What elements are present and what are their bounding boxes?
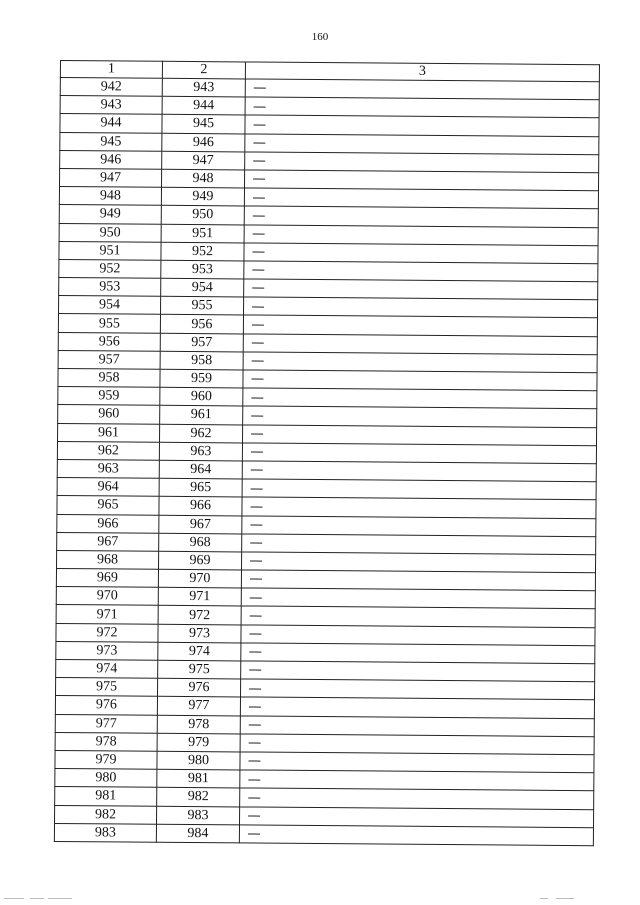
table-cell-col-2: 953: [161, 260, 244, 279]
dash-mark: [249, 670, 261, 671]
table-cell-col-1: 958: [58, 368, 160, 387]
table-cell-col-1: 980: [55, 769, 157, 788]
dash-mark: [249, 706, 261, 707]
table-cell-col-1: 967: [57, 532, 159, 551]
table-cell-col-1: 949: [59, 205, 161, 224]
table-cell-col-1: 978: [55, 732, 157, 751]
dash-mark: [250, 579, 262, 580]
table-cell-col-1: 948: [59, 187, 161, 206]
table-cell-col-1: 943: [60, 96, 162, 115]
table-cell-col-2: 947: [162, 151, 245, 170]
table-cell-col-1: 961: [58, 423, 160, 442]
table-cell-col-1: 979: [55, 750, 157, 769]
dash-mark: [249, 652, 261, 653]
dash-mark: [249, 634, 261, 635]
dash-mark: [250, 524, 262, 525]
table-cell-col-2: 952: [161, 242, 244, 261]
table-cell-col-2: 967: [159, 515, 242, 534]
dash-mark: [249, 743, 261, 744]
table-cell-col-1: 965: [57, 496, 159, 515]
table-cell-col-2: 957: [160, 333, 243, 352]
dash-mark: [253, 161, 265, 162]
dash-mark: [250, 543, 262, 544]
table-cell-col-2: 973: [158, 624, 241, 643]
table-container: [54, 60, 600, 846]
table-cell-col-1: 962: [57, 441, 159, 460]
table-cell-col-2: 955: [161, 297, 244, 316]
table-cell-col-1: 960: [58, 405, 160, 424]
dash-mark: [249, 688, 261, 689]
dash-mark: [253, 124, 265, 125]
dash-mark: [251, 452, 263, 453]
dash-mark: [249, 724, 261, 725]
column-header-3: 3: [245, 62, 599, 82]
table-cell-col-2: 978: [157, 715, 240, 734]
table-cell-col-1: 970: [56, 587, 158, 606]
dash-mark: [252, 343, 264, 344]
table-cell-col-2: 971: [158, 588, 241, 607]
table-cell-col-2: 948: [162, 169, 245, 188]
dash-mark: [252, 288, 264, 289]
column-header-1: 1: [60, 61, 162, 79]
table-cell-col-2: 962: [160, 424, 243, 443]
dash-mark: [253, 142, 265, 143]
table-cell-col-1: 968: [57, 550, 159, 569]
table-cell-col-1: 959: [58, 387, 160, 406]
table-cell-col-2: 976: [158, 678, 241, 697]
table-cell-col-2: 963: [159, 442, 242, 461]
table-cell-col-1: 947: [60, 168, 162, 187]
table-cell-col-1: 950: [59, 223, 161, 242]
table-cell-col-2: 956: [160, 315, 243, 334]
dash-mark: [251, 415, 263, 416]
table-cell-col-1: 955: [58, 314, 160, 333]
table-cell-col-2: 982: [157, 788, 240, 807]
table-cell-col-1: 976: [55, 696, 157, 715]
table-cell-col-2: 946: [162, 133, 245, 152]
table-cell-col-1: 956: [58, 332, 160, 351]
table-cell-col-1: 971: [56, 605, 158, 624]
dash-mark: [251, 488, 263, 489]
dash-mark: [248, 815, 260, 816]
table-cell-col-1: 972: [56, 623, 158, 642]
table-cell-col-2: 965: [159, 478, 242, 497]
table-cell-col-2: 961: [160, 406, 243, 425]
table-row: [54, 823, 593, 845]
table-cell-col-2: 972: [158, 606, 241, 625]
dash-mark: [252, 252, 264, 253]
table-cell-col-1: 946: [60, 150, 162, 169]
dash-mark: [250, 615, 262, 616]
table-cell-col-2: 974: [158, 642, 241, 661]
table-cell-col-2: 979: [157, 733, 240, 752]
table-body: [54, 78, 599, 846]
dash-mark: [252, 361, 264, 362]
page-number: 160: [311, 31, 329, 43]
table-cell-col-2: 966: [159, 497, 242, 516]
table-cell-col-2: 980: [157, 751, 240, 770]
dash-mark: [251, 379, 263, 380]
table-cell-col-1: 974: [56, 659, 158, 678]
dash-mark: [248, 761, 260, 762]
dash-mark: [248, 797, 260, 798]
table-cell-col-1: 952: [59, 259, 161, 278]
table-cell-col-2: 950: [161, 206, 244, 225]
data-table: [54, 60, 600, 846]
table-cell-col-2: 944: [162, 96, 245, 115]
table-cell-col-1: 957: [58, 350, 160, 369]
dash-mark: [253, 215, 265, 216]
table-cell-col-2: 951: [161, 224, 244, 243]
table-cell-col-1: 945: [60, 132, 162, 151]
dash-mark: [252, 324, 264, 325]
dash-mark: [250, 561, 262, 562]
table-cell-col-1: 977: [55, 714, 157, 733]
table-cell-col-1: 966: [57, 514, 159, 533]
table-cell-col-1: 982: [55, 805, 157, 824]
table-cell-col-1: 953: [59, 278, 161, 297]
table-cell-col-1: 969: [56, 569, 158, 588]
dash-mark: [252, 270, 264, 271]
table-cell-col-2: 945: [162, 115, 245, 134]
table-cell-col-2: 983: [157, 806, 240, 825]
dash-mark: [248, 779, 260, 780]
table-cell-col-2: 984: [156, 824, 239, 843]
dash-mark: [252, 306, 264, 307]
dash-mark: [248, 834, 260, 835]
dash-mark: [253, 233, 265, 234]
table-cell-col-1: 964: [57, 478, 159, 497]
table-cell-col-2: 949: [161, 187, 244, 206]
table-cell-col-1: 954: [59, 296, 161, 315]
table-cell-col-1: 973: [56, 641, 158, 660]
dash-mark: [251, 397, 263, 398]
table-cell-col-2: 969: [159, 551, 242, 570]
footer-scan-marks: [0, 898, 640, 902]
table-cell-col-2: 943: [162, 78, 245, 97]
table-cell-col-2: 981: [157, 769, 240, 788]
table-cell-col-1: 975: [56, 678, 158, 697]
table-cell-col-2: 964: [159, 460, 242, 479]
table-cell-col-1: 951: [59, 241, 161, 260]
table-cell-col-1: 942: [60, 78, 162, 97]
table-cell-col-1: 981: [55, 787, 157, 806]
dash-mark: [253, 179, 265, 180]
table-cell-col-2: 960: [160, 387, 243, 406]
column-header-2: 2: [162, 61, 245, 79]
table-cell-col-2: 968: [159, 533, 242, 552]
table-cell-col-1: 963: [57, 459, 159, 478]
table-cell-col-2: 975: [158, 660, 241, 679]
table-cell-col-2: 959: [160, 369, 243, 388]
dash-mark: [250, 597, 262, 598]
dash-mark: [254, 88, 266, 89]
dash-mark: [253, 197, 265, 198]
table-cell-col-1: 983: [54, 823, 156, 842]
table-cell-col-3: [239, 825, 593, 846]
table-cell-col-1: 944: [60, 114, 162, 133]
dash-mark: [251, 433, 263, 434]
dash-mark: [251, 470, 263, 471]
table-cell-col-2: 954: [161, 278, 244, 297]
table-cell-col-2: 970: [158, 569, 241, 588]
table-cell-col-2: 958: [160, 351, 243, 370]
dash-mark: [254, 106, 266, 107]
table-cell-col-2: 977: [157, 697, 240, 716]
dash-mark: [250, 506, 262, 507]
